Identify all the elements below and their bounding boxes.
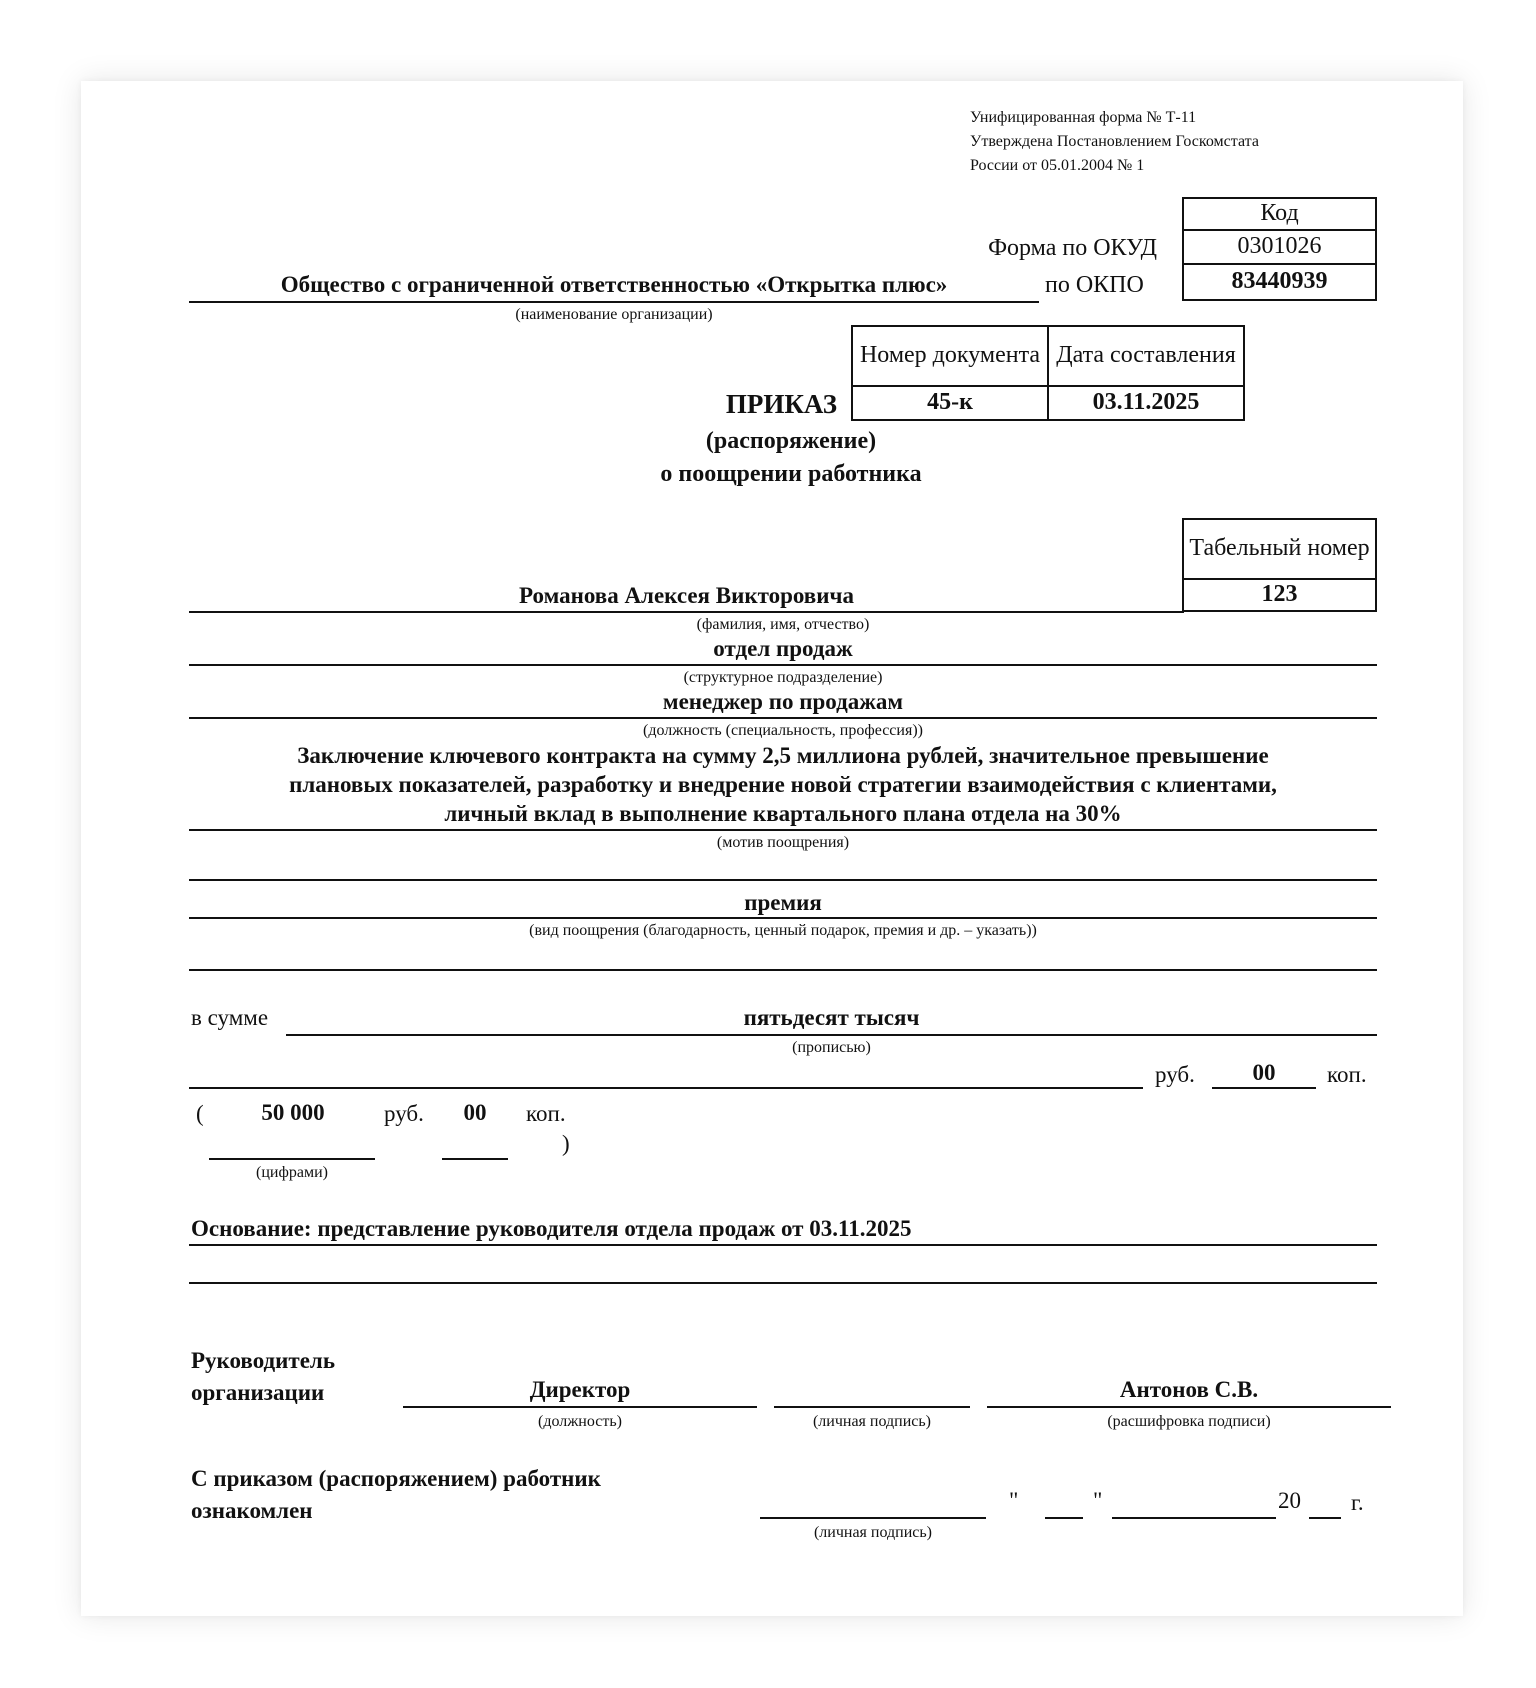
employee-name-caption: (фамилия, имя, отчество) — [696, 616, 870, 633]
ack-year-line — [1309, 1517, 1341, 1519]
form-info-line3: России от 05.01.2004 № 1 — [970, 157, 1145, 174]
sum-words-line — [286, 1034, 1377, 1036]
kop-value-line — [1212, 1087, 1316, 1089]
doc-date-cell — [1047, 385, 1245, 421]
employee-name-line — [189, 611, 1184, 613]
digits-kop-label: коп. — [526, 1101, 566, 1126]
motive-line1: Заключение ключевого контракта на сумму 2,5 миллиона рублей, значительное превышение — [297, 743, 1269, 768]
ack-year-prefix: 20 — [1278, 1488, 1301, 1513]
department-caption: (структурное подразделение) — [683, 669, 883, 686]
doc-date-header-cell — [1047, 325, 1245, 387]
head-position-caption: (должность) — [538, 1413, 622, 1430]
position-line — [189, 717, 1377, 719]
employee-position: менеджер по продажам — [662, 689, 904, 714]
sum-digits-caption: (цифрами) — [256, 1164, 328, 1181]
motive-line2: плановых показателей, разработку и внедрение новой стратегии взаимодействия с клиентами, — [289, 772, 1277, 797]
ack-quote-open: " — [1009, 1488, 1019, 1513]
ack-signature-line — [760, 1517, 986, 1519]
tab-number: 123 — [1261, 581, 1298, 608]
okpo-value: 83440939 — [1231, 268, 1328, 295]
head-name-caption: (расшифровка подписи) — [1107, 1413, 1271, 1430]
sum-words: пятьдесят тысяч — [743, 1005, 920, 1030]
rub-label: руб. — [1155, 1062, 1195, 1087]
order-title: ПРИКАЗ — [725, 389, 837, 419]
okud-cell — [1182, 229, 1377, 265]
ack-label-line2: ознакомлен — [191, 1498, 313, 1523]
organization-caption: (наименование организации) — [515, 306, 713, 323]
ack-signature-caption: (личная подпись) — [813, 1524, 933, 1541]
ack-quote-close: " — [1093, 1488, 1103, 1513]
kop-value: 00 — [1252, 1060, 1276, 1085]
close-paren: ) — [562, 1131, 570, 1156]
reward-type-caption: (вид поощрения (благодарность, ценный подарок, премия и др. – указать)) — [529, 922, 1037, 939]
reward-type: премия — [744, 890, 822, 915]
ack-day-line — [1045, 1517, 1083, 1519]
doc-number-header-cell — [851, 325, 1049, 387]
okpo-cell — [1182, 263, 1377, 301]
okud-value: 0301026 — [1237, 233, 1322, 260]
basis-line — [189, 1244, 1377, 1246]
doc-number: 45-к — [927, 389, 973, 416]
ack-year-suffix: г. — [1351, 1490, 1364, 1515]
digits-kop-line — [442, 1158, 508, 1160]
form-info-line2: Утверждена Постановлением Госкомстата — [970, 133, 1259, 150]
tab-header-cell — [1182, 518, 1377, 580]
basis-extra-line — [189, 1282, 1377, 1284]
head-label-line1: Руководитель — [191, 1348, 335, 1373]
reward-type-line — [189, 917, 1377, 919]
kop-label: коп. — [1327, 1062, 1367, 1087]
sum-digits-line — [209, 1158, 375, 1160]
doc-date: 03.11.2025 — [1092, 389, 1200, 416]
sum-digits: 50 000 — [261, 1100, 325, 1125]
document-sheet — [81, 81, 1463, 1616]
organization-line — [189, 301, 1039, 303]
motive-extra-line — [189, 879, 1377, 881]
basis-text: Основание: представление руководителя отдела продаж от 03.11.2025 — [191, 1216, 912, 1241]
employee-name: Романова Алексея Викторовича — [519, 583, 854, 608]
tab-number-cell — [1182, 578, 1377, 612]
head-name-line — [987, 1406, 1391, 1408]
organization-name: Общество с ограниченной ответственностью «Открытка плюс» — [280, 272, 948, 297]
digits-rub-label: руб. — [384, 1101, 424, 1126]
okpo-label: по ОКПО — [1045, 272, 1144, 298]
head-position-line — [403, 1406, 757, 1408]
order-subtitle: (распоряжение) — [705, 428, 877, 454]
okud-label: Форма по ОКУД — [988, 235, 1157, 261]
reward-extra-line — [189, 969, 1377, 971]
code-header-cell — [1182, 197, 1377, 231]
head-label-line2: организации — [191, 1380, 325, 1405]
open-paren: ( — [196, 1101, 204, 1126]
digits-kop-value: 00 — [463, 1100, 487, 1125]
motive-line — [189, 829, 1377, 831]
position-caption: (должность (специальность, профессия)) — [643, 722, 923, 739]
sum-words-caption: (прописью) — [792, 1039, 871, 1056]
form-info-line1: Унифицированная форма № Т-11 — [970, 109, 1197, 126]
motive-line3: личный вклад в выполнение квартального плана отдела на 30% — [444, 801, 1122, 826]
order-subject: о поощрении работника — [660, 461, 922, 487]
head-name: Антонов С.В. — [1119, 1377, 1259, 1402]
tab-header: Табельный номер — [1189, 535, 1370, 562]
sum-words-continuation-line — [189, 1087, 1143, 1089]
head-signature-line — [774, 1406, 970, 1408]
employee-department: отдел продаж — [713, 636, 853, 661]
doc-date-header: Дата составления — [1056, 342, 1236, 369]
ack-month-line — [1112, 1517, 1276, 1519]
doc-number-header: Номер документа — [859, 342, 1041, 369]
sum-label: в сумме — [191, 1005, 269, 1030]
code-header: Код — [1260, 200, 1299, 227]
motive-caption: (мотив поощрения) — [716, 834, 850, 851]
department-line — [189, 664, 1377, 666]
doc-number-cell — [851, 385, 1049, 421]
head-position: Директор — [529, 1377, 631, 1402]
head-signature-caption: (личная подпись) — [812, 1413, 932, 1430]
ack-label-line1: С приказом (распоряжением) работник — [191, 1466, 601, 1491]
